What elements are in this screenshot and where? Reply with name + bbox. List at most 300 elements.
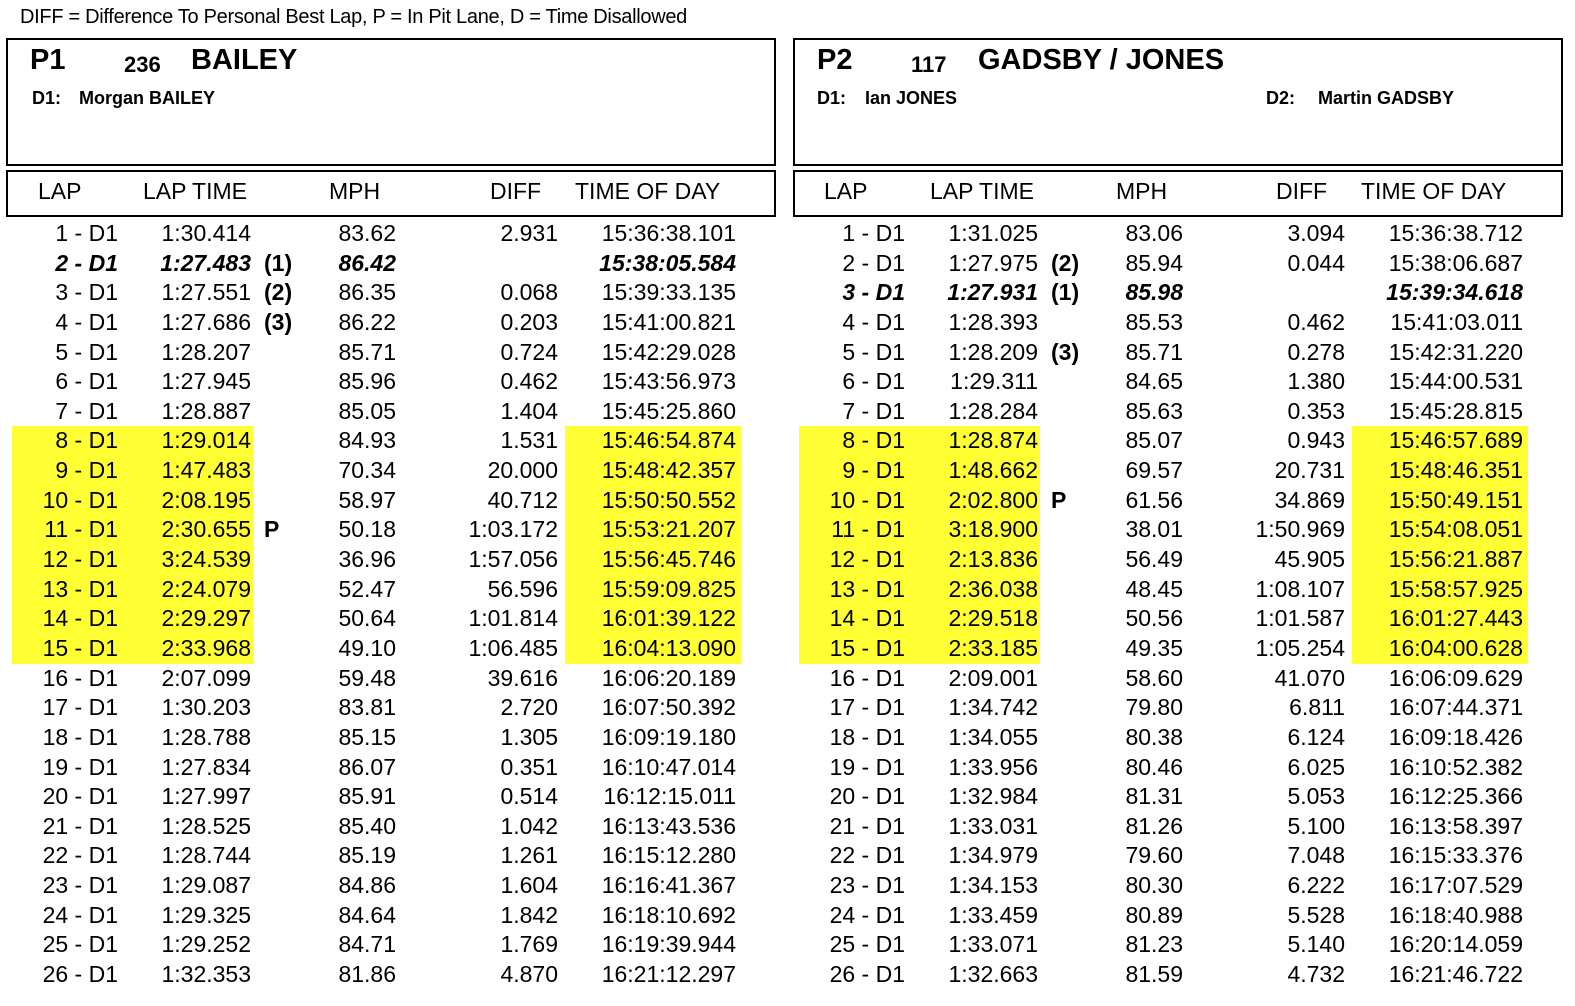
lap-marker: P	[264, 516, 280, 543]
lap-row	[6, 426, 778, 456]
lap-time: 1:34.153	[948, 872, 1038, 899]
lap-row	[793, 604, 1565, 634]
lap-mph: 86.07	[338, 753, 396, 780]
lap-time-of-day: 16:20:14.059	[1388, 931, 1523, 958]
lap-number: 5 - D1	[842, 338, 905, 365]
lap-mph: 38.01	[1125, 516, 1183, 543]
lap-number: 25 - D1	[829, 931, 905, 958]
lap-time-of-day: 15:45:28.815	[1388, 397, 1523, 424]
lap-mph: 86.35	[338, 279, 396, 306]
col-header-lap: LAP	[38, 178, 82, 204]
lap-mph: 81.26	[1125, 812, 1183, 839]
lap-time-of-day: 16:09:18.426	[1388, 723, 1523, 750]
lap-row	[6, 930, 778, 960]
lap-time: 1:27.686	[161, 308, 251, 335]
driver-panel-p1	[6, 0, 778, 1006]
legend-text: DIFF = Difference To Personal Best Lap, P = In Pit Lane, D = Time Disallowed	[20, 6, 687, 28]
lap-row	[6, 753, 778, 783]
lap-time-of-day: 15:50:49.151	[1388, 486, 1523, 513]
lap-time: 1:28.887	[161, 397, 251, 424]
lap-time: 1:28.393	[948, 308, 1038, 335]
lap-time: 1:34.742	[948, 694, 1038, 721]
lap-diff: 1.604	[500, 872, 558, 899]
lap-mph: 81.31	[1125, 783, 1183, 810]
lap-time: 1:33.071	[948, 931, 1038, 958]
lap-mph: 58.60	[1125, 664, 1183, 691]
lap-number: 2 - D1	[55, 249, 118, 276]
lap-diff: 4.870	[500, 961, 558, 988]
lap-row	[793, 960, 1565, 990]
lap-diff: 1.042	[500, 812, 558, 839]
lap-row	[6, 634, 778, 664]
lap-time-of-day: 15:36:38.101	[601, 220, 736, 246]
driver1-label: D1:	[817, 88, 847, 108]
lap-number: 12 - D1	[42, 546, 118, 573]
driver1-name: Morgan BAILEY	[79, 88, 216, 108]
lap-time-of-day: 15:54:08.051	[1388, 516, 1523, 543]
lap-marker: (2)	[264, 279, 293, 306]
lap-number: 10 - D1	[42, 486, 118, 513]
driver1-name: Ian JONES	[865, 88, 958, 108]
lap-time-of-day: 16:13:58.397	[1388, 812, 1523, 839]
lap-row	[793, 397, 1565, 427]
lap-time-of-day: 15:39:33.135	[601, 279, 736, 306]
lap-time: 1:34.979	[948, 842, 1038, 869]
lap-row	[6, 515, 778, 545]
lap-time-of-day: 15:44:00.531	[1388, 368, 1523, 395]
lap-time: 1:27.931	[947, 279, 1038, 306]
lap-row	[793, 338, 1565, 368]
lap-mph: 85.05	[338, 397, 396, 424]
lap-number: 13 - D1	[42, 575, 118, 602]
lap-time-of-day: 15:46:57.689	[1388, 427, 1523, 454]
lap-time-of-day: 15:42:31.220	[1388, 338, 1523, 365]
lap-time: 1:30.203	[161, 694, 251, 721]
lap-number: 21 - D1	[42, 812, 118, 839]
lap-mph: 85.19	[338, 842, 396, 869]
lap-diff: 3.094	[1287, 220, 1345, 246]
lap-time: 1:33.459	[948, 901, 1038, 928]
lap-number: 18 - D1	[829, 723, 905, 750]
lap-mph: 79.60	[1125, 842, 1183, 869]
lap-diff: 1.531	[500, 427, 558, 454]
lap-row	[793, 515, 1565, 545]
lap-row	[793, 219, 1565, 249]
lap-diff: 41.070	[1274, 664, 1345, 691]
lap-time-of-day: 16:15:33.376	[1388, 842, 1523, 869]
car-number: 236	[124, 52, 161, 77]
lap-row	[6, 812, 778, 842]
lap-number: 5 - D1	[55, 338, 118, 365]
lap-time: 1:27.945	[161, 368, 251, 395]
lap-time: 1:33.031	[948, 812, 1038, 839]
lap-time: 1:29.087	[161, 872, 251, 899]
lap-mph: 81.23	[1125, 931, 1183, 958]
lap-number: 14 - D1	[42, 605, 118, 632]
lap-row	[793, 901, 1565, 931]
lap-mph: 48.45	[1125, 575, 1183, 602]
lap-row	[6, 575, 778, 605]
lap-diff: 1.380	[1287, 368, 1345, 395]
lap-row	[793, 693, 1565, 723]
lap-time: 1:31.025	[948, 220, 1038, 246]
lap-row	[793, 575, 1565, 605]
lap-diff: 5.100	[1287, 812, 1345, 839]
lap-time: 1:28.525	[161, 812, 251, 839]
lap-time-of-day: 16:12:25.366	[1388, 783, 1523, 810]
lap-time-of-day: 16:07:44.371	[1388, 694, 1523, 721]
lap-time-of-day: 15:38:06.687	[1388, 249, 1523, 276]
lap-number: 10 - D1	[829, 486, 905, 513]
lap-mph: 85.71	[338, 338, 396, 365]
lap-mph: 83.06	[1125, 220, 1183, 246]
lap-number: 15 - D1	[829, 634, 905, 661]
lap-marker: (1)	[264, 249, 293, 276]
lap-time: 1:48.662	[948, 457, 1038, 484]
lap-mph: 85.94	[1125, 249, 1183, 276]
lap-time-of-day: 16:04:00.628	[1388, 634, 1523, 661]
lap-number: 15 - D1	[42, 634, 118, 661]
lap-marker: (1)	[1051, 279, 1080, 306]
lap-time: 1:47.483	[161, 457, 251, 484]
lap-diff: 1.261	[500, 842, 558, 869]
lap-row	[6, 219, 778, 249]
lap-time-of-day: 15:50:50.552	[601, 486, 736, 513]
lap-row	[793, 664, 1565, 694]
lap-time-of-day: 15:39:34.618	[1386, 279, 1523, 306]
lap-diff: 0.514	[500, 783, 558, 810]
lap-number: 17 - D1	[42, 694, 118, 721]
lap-number: 25 - D1	[42, 931, 118, 958]
lap-row	[6, 871, 778, 901]
col-header-mph: MPH	[1116, 178, 1168, 204]
lap-diff: 0.943	[1287, 427, 1345, 454]
lap-row	[6, 782, 778, 812]
lap-marker: (3)	[264, 308, 293, 335]
lap-mph: 85.07	[1125, 427, 1183, 454]
lap-time-of-day: 15:53:21.207	[601, 516, 736, 543]
lap-row	[793, 426, 1565, 456]
divider	[793, 164, 1563, 166]
lap-number: 3 - D1	[842, 279, 905, 306]
lap-time: 1:32.353	[161, 961, 251, 988]
lap-number: 11 - D1	[831, 516, 905, 543]
lap-diff: 45.905	[1274, 546, 1345, 573]
lap-diff: 0.462	[500, 368, 558, 395]
lap-time: 3:24.539	[161, 546, 251, 573]
divider	[6, 164, 776, 166]
lap-row	[793, 486, 1565, 516]
lap-diff: 6.025	[1287, 753, 1345, 780]
lap-diff: 5.528	[1287, 901, 1345, 928]
lap-time: 2:29.297	[161, 605, 251, 632]
lap-marker: (3)	[1051, 338, 1080, 365]
lap-diff: 34.869	[1274, 486, 1345, 513]
lap-row	[6, 545, 778, 575]
lap-mph: 86.22	[338, 308, 396, 335]
lap-time-of-day: 15:59:09.825	[601, 575, 736, 602]
lap-row	[793, 308, 1565, 338]
lap-mph: 85.63	[1125, 397, 1183, 424]
lap-mph: 81.86	[338, 961, 396, 988]
lap-diff: 40.712	[487, 486, 558, 513]
lap-row	[793, 545, 1565, 575]
lap-mph: 80.89	[1125, 901, 1183, 928]
lap-time: 1:28.284	[948, 397, 1038, 424]
lap-diff: 5.140	[1287, 931, 1345, 958]
lap-time-of-day: 16:13:43.536	[601, 812, 736, 839]
lap-time-of-day: 16:19:39.944	[601, 931, 736, 958]
lap-row	[793, 249, 1565, 279]
lap-number: 8 - D1	[842, 427, 905, 454]
lap-time: 1:32.663	[948, 961, 1038, 988]
lap-mph: 84.71	[338, 931, 396, 958]
lap-row	[6, 308, 778, 338]
lap-number: 13 - D1	[829, 575, 905, 602]
lap-number: 17 - D1	[829, 694, 905, 721]
lap-mph: 84.65	[1125, 368, 1183, 395]
lap-diff: 20.731	[1274, 457, 1345, 484]
col-header-diff: DIFF	[490, 178, 542, 204]
lap-time-of-day: 15:58:57.925	[1388, 575, 1523, 602]
lap-number: 22 - D1	[829, 842, 905, 869]
lap-mph: 70.34	[338, 457, 396, 484]
lap-diff: 1.769	[500, 931, 558, 958]
lap-diff: 0.724	[500, 338, 558, 365]
lap-time: 1:29.252	[161, 931, 251, 958]
lap-mph: 56.49	[1125, 546, 1183, 573]
lap-diff: 20.000	[487, 457, 558, 484]
lap-number: 24 - D1	[42, 901, 118, 928]
lap-time: 1:28.874	[948, 427, 1038, 454]
lap-mph: 69.57	[1125, 457, 1183, 484]
lap-mph: 50.64	[338, 605, 396, 632]
lap-diff: 39.616	[487, 664, 558, 691]
lap-number: 4 - D1	[55, 308, 118, 335]
lap-time-of-day: 15:42:29.028	[601, 338, 736, 365]
lap-time-of-day: 15:45:25.860	[601, 397, 736, 424]
lap-row	[6, 604, 778, 634]
lap-diff: 1:06.485	[468, 634, 558, 661]
lap-time-of-day: 16:17:07.529	[1388, 872, 1523, 899]
lap-time: 2:36.038	[948, 575, 1038, 602]
lap-time-of-day: 16:10:47.014	[601, 753, 736, 780]
driver2-label: D2:	[1266, 88, 1296, 108]
lap-diff: 1:57.056	[468, 546, 558, 573]
lap-number: 1 - D1	[55, 220, 118, 246]
lap-row	[6, 901, 778, 931]
lap-time: 1:27.834	[161, 753, 251, 780]
lap-mph: 59.48	[338, 664, 396, 691]
lap-time: 2:09.001	[948, 664, 1038, 691]
lap-diff: 1:01.814	[468, 605, 558, 632]
lap-time: 2:33.185	[948, 634, 1038, 661]
lap-diff: 0.044	[1287, 249, 1345, 276]
driver2-name: Martin GADSBY	[1318, 88, 1455, 108]
lap-number: 2 - D1	[842, 249, 905, 276]
lap-time: 2:24.079	[161, 575, 251, 602]
lap-mph: 49.35	[1125, 634, 1183, 661]
team-name: GADSBY / JONES	[978, 44, 1225, 76]
lap-row	[793, 871, 1565, 901]
lap-row	[6, 367, 778, 397]
lap-number: 16 - D1	[829, 664, 905, 691]
lap-diff: 1:01.587	[1255, 605, 1345, 632]
lap-number: 9 - D1	[55, 457, 118, 484]
lap-row	[793, 753, 1565, 783]
lap-number: 3 - D1	[55, 279, 118, 306]
lap-time: 2:33.968	[161, 634, 251, 661]
lap-time: 2:08.195	[161, 486, 251, 513]
lap-mph: 83.81	[338, 694, 396, 721]
lap-row	[793, 367, 1565, 397]
lap-table	[793, 219, 1565, 990]
lap-time: 1:28.788	[161, 723, 251, 750]
lap-time: 1:30.414	[161, 220, 251, 246]
lap-time-of-day: 16:21:46.722	[1388, 961, 1523, 988]
lap-number: 23 - D1	[42, 872, 118, 899]
lap-number: 26 - D1	[42, 961, 118, 988]
position-label: P1	[30, 44, 66, 76]
lap-time-of-day: 16:06:09.629	[1388, 664, 1523, 691]
lap-number: 19 - D1	[42, 753, 118, 780]
lap-number: 4 - D1	[842, 308, 905, 335]
lap-row	[793, 634, 1565, 664]
lap-row	[6, 960, 778, 990]
lap-time-of-day: 16:16:41.367	[601, 872, 736, 899]
col-header-lap: LAP	[824, 178, 868, 204]
lap-time: 1:33.956	[948, 753, 1038, 780]
lap-mph: 61.56	[1125, 486, 1183, 513]
lap-time-of-day: 15:38:05.584	[599, 249, 736, 276]
lap-time: 1:28.207	[161, 338, 251, 365]
lap-row	[793, 456, 1565, 486]
lap-number: 20 - D1	[829, 783, 905, 810]
lap-time-of-day: 15:41:03.011	[1390, 308, 1523, 335]
col-header-time-of-day: TIME OF DAY	[575, 178, 721, 204]
lap-number: 9 - D1	[842, 457, 905, 484]
lap-diff: 0.278	[1287, 338, 1345, 365]
lap-mph: 50.56	[1125, 605, 1183, 632]
lap-diff: 6.222	[1287, 872, 1345, 899]
lap-number: 8 - D1	[55, 427, 118, 454]
lap-row	[6, 723, 778, 753]
lap-mph: 81.59	[1125, 961, 1183, 988]
lap-mph: 85.96	[338, 368, 396, 395]
lap-time-of-day: 16:04:13.090	[601, 634, 736, 661]
lap-diff: 1:50.969	[1255, 516, 1345, 543]
lap-diff: 0.353	[1287, 397, 1345, 424]
lap-time-of-day: 15:56:21.887	[1388, 546, 1523, 573]
lap-number: 16 - D1	[42, 664, 118, 691]
lap-time-of-day: 16:18:10.692	[601, 901, 736, 928]
lap-number: 11 - D1	[44, 516, 118, 543]
lap-mph: 84.64	[338, 901, 396, 928]
lap-diff: 5.053	[1287, 783, 1345, 810]
lap-row	[793, 782, 1565, 812]
lap-time: 1:29.311	[950, 368, 1038, 395]
driver-panel-p2	[793, 0, 1565, 1006]
lap-row	[6, 397, 778, 427]
lap-number: 19 - D1	[829, 753, 905, 780]
car-number: 117	[911, 52, 947, 77]
lap-time: 1:28.744	[161, 842, 251, 869]
lap-mph: 85.40	[338, 812, 396, 839]
lap-number: 14 - D1	[829, 605, 905, 632]
lap-time-of-day: 16:09:19.180	[601, 723, 736, 750]
lap-time-of-day: 16:01:27.443	[1388, 605, 1523, 632]
lap-mph: 49.10	[338, 634, 396, 661]
lap-diff: 0.068	[500, 279, 558, 306]
lap-number: 6 - D1	[842, 368, 905, 395]
lap-time: 1:27.551	[161, 279, 251, 306]
lap-time: 1:32.984	[948, 783, 1038, 810]
lap-diff: 1.404	[500, 397, 558, 424]
col-header-mph: MPH	[329, 178, 381, 204]
lap-mph: 36.96	[338, 546, 396, 573]
lap-row	[6, 338, 778, 368]
lap-diff: 6.811	[1289, 694, 1345, 721]
lap-time-of-day: 15:43:56.973	[601, 368, 736, 395]
lap-diff: 6.124	[1287, 723, 1345, 750]
lap-time-of-day: 15:36:38.712	[1388, 220, 1523, 246]
lap-time-of-day: 16:12:15.011	[603, 783, 736, 810]
lap-time: 1:34.055	[948, 723, 1038, 750]
position-label: P2	[817, 44, 853, 76]
lap-diff: 1:08.107	[1255, 575, 1345, 602]
lap-number: 7 - D1	[55, 397, 118, 424]
lap-number: 23 - D1	[829, 872, 905, 899]
lap-diff: 0.351	[500, 753, 558, 780]
lap-time: 1:28.209	[948, 338, 1038, 365]
lap-row	[6, 693, 778, 723]
lap-time-of-day: 16:06:20.189	[601, 664, 736, 691]
lap-number: 21 - D1	[829, 812, 905, 839]
lap-mph: 84.93	[338, 427, 396, 454]
lap-diff: 0.462	[1287, 308, 1345, 335]
lap-mph: 85.15	[338, 723, 396, 750]
lap-mph: 85.71	[1125, 338, 1183, 365]
lap-diff: 7.048	[1287, 842, 1345, 869]
lap-row	[6, 278, 778, 308]
lap-diff: 1.305	[500, 723, 558, 750]
lap-mph: 80.38	[1125, 723, 1183, 750]
lap-time: 1:27.483	[160, 249, 251, 276]
lap-diff: 1:03.172	[468, 516, 558, 543]
lap-mph: 52.47	[338, 575, 396, 602]
lap-row	[793, 812, 1565, 842]
col-header-lap-time: LAP TIME	[143, 178, 247, 204]
lap-time-of-day: 15:41:00.821	[601, 308, 736, 335]
lap-diff: 1.842	[500, 901, 558, 928]
lap-diff: 56.596	[487, 575, 558, 602]
lap-number: 20 - D1	[42, 783, 118, 810]
lap-time: 1:27.975	[948, 249, 1038, 276]
lap-mph: 80.30	[1125, 872, 1183, 899]
lap-time: 1:29.325	[161, 901, 251, 928]
lap-time-of-day: 15:46:54.874	[601, 427, 736, 454]
lap-mph: 85.53	[1125, 308, 1183, 335]
lap-mph: 50.18	[338, 516, 396, 543]
lap-marker: P	[1051, 486, 1067, 513]
lap-time: 3:18.900	[948, 516, 1038, 543]
lap-number: 22 - D1	[42, 842, 118, 869]
lap-number: 18 - D1	[42, 723, 118, 750]
lap-diff: 2.720	[500, 694, 558, 721]
lap-mph: 83.62	[338, 220, 396, 246]
lap-number: 24 - D1	[829, 901, 905, 928]
col-header-diff: DIFF	[1276, 178, 1328, 204]
